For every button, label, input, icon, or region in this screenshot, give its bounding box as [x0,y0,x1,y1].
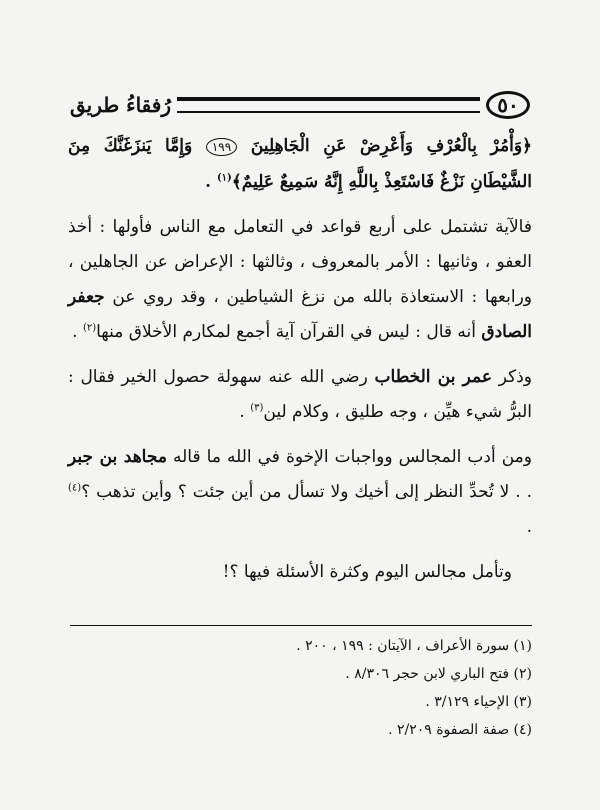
paragraph-1-end: . [72,322,78,342]
person-name-jafar: جعفر الصادق [68,287,532,342]
footnote-ref-3: (٣) [250,402,264,414]
paragraph-1-text-a: فالآية تشتمل على أربع قواعد في التعامل مع الناس فأولها : أخذ العفو ، وثانيها : الأمر بالمعروف ، وثالثها : الإعراض عن الجاهلين ، ورابعها : الاستعاذة بالله من نزغ الشياطين ، وقد روي عن [68,217,532,307]
footnote-ref-1: (١) [216,172,232,184]
paragraph-3-text-a: ومن أدب المجالس وواجبات الإخوة في الله ما قاله [173,447,532,467]
main-text [68,128,532,590]
paragraph-4 [68,555,532,590]
paragraph-3 [68,440,532,545]
verse-part-2: وَإِمَّا يَنزَغَنَّكَ مِنَ الشَّيْطَانِ نَزْغٌ فَاسْتَعِذْ بِاللَّهِ إِنَّهُ سَمِيعٌ عَلِيمٌ [68,136,532,192]
footnote-ref-4: (٤) [68,482,82,494]
paragraph-2-text-b: رضي الله عنه سهولة حصول الخير فقال : البرُّ شيء هيِّن ، وجه طليق ، وكلام لين [68,367,532,422]
verse-end: . [205,172,212,192]
paragraph-2-text-a: وذكر [498,367,532,387]
paragraph-4-text: وتأمل مجالس اليوم وكثرة الأسئلة فيها ؟! [222,562,512,582]
paragraph-3-text-b: . . لا تُحدِّ النظر إلى أخيك ولا تسأل من أين جئت ؟ وأين تذهب ؟ [81,482,532,502]
footnote-3: (٣) الإحياء ٣/١٢٩ . [425,694,532,710]
paragraph-3-end: . [526,517,532,537]
page-number: ٥٠ [486,91,530,119]
footnote-ref-2: (٢) [82,322,97,334]
footnotes [70,625,532,744]
paragraph-1 [68,210,532,350]
paragraph-2 [68,360,532,430]
person-name-umar: عمر بن الخطاب [374,367,493,387]
footnote-2: (٢) فتح الباري لابن حجر ٨/٣٠٦ . [345,666,532,682]
ayah-number: ١٩٩ [206,138,237,156]
person-name-mujahid: مجاهد بن جبر [68,447,167,467]
paragraph-2-end: . [239,402,245,422]
page-header [70,88,530,122]
header-rule [177,97,480,113]
verse-part-1: وَأْمُرْ بِالْعُرْفِ وَأَعْرِضْ عَنِ الْجَاهِلِينَ [250,136,523,156]
footnote-4: (٤) صفة الصفوة ٢/٢٠٩ . [388,722,532,738]
quran-verse: ﴿وَأْمُرْ بِالْعُرْفِ وَأَعْرِضْ عَنِ الْجَاهِلِينَ ١٩٩ وَإِمَّا يَنزَغَنَّكَ مِنَ الشَّيْطَانِ نَزْغٌ فَاسْتَعِذْ بِاللَّهِ إِنَّهُ سَمِيعٌ عَلِيمٌ﴾$^{(١)}$ . [68,136,533,192]
running-title: رُفقاءُ طريق [70,93,171,117]
paragraph-1-text-b: أنه قال : ليس في القرآن آية أجمع لمكارم الأخلاق منها [96,322,476,342]
footnote-1: (١) سورة الأعراف ، الآيتان : ١٩٩ ، ٢٠٠ . [296,638,532,654]
